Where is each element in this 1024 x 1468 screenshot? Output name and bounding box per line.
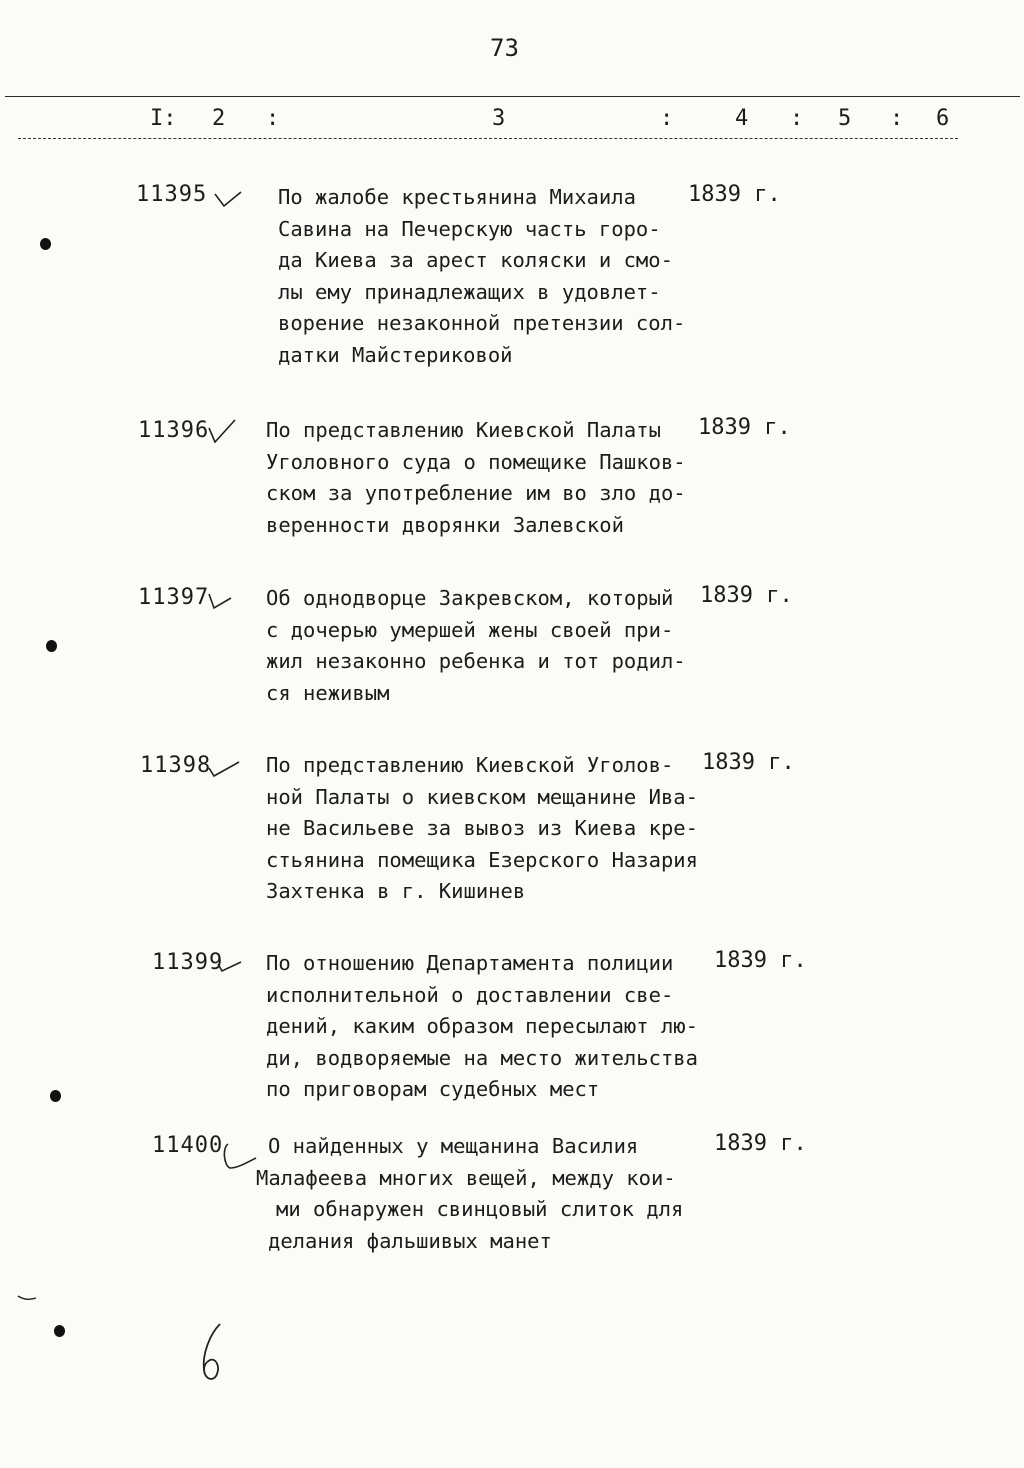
entry-text-line: По представлению Киевской Уголов- <box>266 753 674 777</box>
entry-description <box>256 1131 683 1257</box>
entry-text-line: Захтенка в г. Кишинев <box>266 879 526 903</box>
column-header-5: 5 <box>838 106 852 131</box>
entry-number: 11396 <box>138 418 210 443</box>
entry-year: 1839 г. <box>688 182 781 207</box>
entry-text-line: исполнительной о доставлении све- <box>266 982 674 1007</box>
entry-description <box>266 948 698 1106</box>
entry-number: 11398 <box>140 753 212 778</box>
column-header-4: 4 <box>735 106 749 131</box>
check-mark-icon <box>205 418 237 446</box>
column-separator: : <box>266 106 280 131</box>
entry-text-line: датки Майстериковой <box>278 342 513 367</box>
page-number: 73 <box>490 34 519 62</box>
entry-text-line: По жалобе крестьянина Михаила <box>278 185 636 209</box>
entry-year: 1839 г. <box>714 1131 807 1156</box>
entry-year: 1839 г. <box>700 583 793 608</box>
entry-number: 11400 <box>152 1133 224 1158</box>
column-header-3: 3 <box>492 106 506 131</box>
entry-text-line: ворение незаконной претензии сол- <box>278 311 686 335</box>
header-top-rule <box>5 96 1020 97</box>
entry-text-line: Уголовного суда о помещике Пашков- <box>266 449 686 474</box>
entry-text-line: Савина на Печерскую часть горо- <box>278 216 661 241</box>
column-separator: : <box>890 106 904 131</box>
column-header-6: 6 <box>936 106 950 131</box>
entry-text-line: ском за употребление им во зло до- <box>266 481 686 505</box>
entry-text-line: ся неживым <box>266 680 390 705</box>
entry-text-line: ной Палаты о киевском мещанине Ива- <box>266 784 698 809</box>
entry-description <box>266 750 698 908</box>
entry-text-line: По представлению Киевской Палаты <box>266 418 661 442</box>
column-header-2: 2 <box>212 106 226 131</box>
check-mark-icon <box>206 590 234 612</box>
binding-hole <box>46 640 57 652</box>
check-mark-icon <box>206 758 242 780</box>
entry-text-line: ми обнаружен свинцовый слиток для <box>276 1197 684 1221</box>
entry-description <box>266 583 686 709</box>
margin-pencil-mark <box>16 1290 38 1304</box>
entry-text-line: жил незаконно ребенка и тот родил- <box>266 649 686 673</box>
entry-text-line: лы ему принадлежащих в удовлет- <box>278 279 661 304</box>
entry-number: 11397 <box>138 585 210 610</box>
column-header-1: I: <box>150 106 177 131</box>
column-separator: : <box>660 106 674 131</box>
entry-text-line: по приговорам судебных мест <box>266 1077 600 1101</box>
entry-text-line: с дочерью умершей жены своей при- <box>266 617 674 642</box>
handwritten-sheet-number <box>198 1320 228 1384</box>
entry-year: 1839 г. <box>702 750 795 775</box>
binding-hole <box>54 1325 65 1337</box>
check-mark-icon <box>213 190 245 210</box>
entry-description <box>278 182 685 371</box>
entry-year: 1839 г. <box>714 948 807 973</box>
entry-text-line: Малафеева многих вещей, между кои- <box>256 1165 676 1190</box>
check-mark-icon <box>220 1140 260 1176</box>
entry-year: 1839 г. <box>698 415 791 440</box>
entry-text-line: ди, водворяемые на место жительства <box>266 1045 698 1070</box>
entry-text-line: да Киева за арест коляски и смо- <box>278 248 673 272</box>
entry-number: 11395 <box>136 182 208 207</box>
check-mark-icon <box>216 956 244 976</box>
entry-text-line: не Васильеве за вывоз из Киева кре- <box>266 816 698 840</box>
entry-text-line: делания фальшивых манет <box>268 1228 552 1253</box>
entry-text-line: Об однодворце Закревском, который <box>266 586 674 610</box>
entry-number: 11399 <box>152 950 224 975</box>
binding-hole <box>40 238 51 250</box>
entry-text-line: дений, каким образом пересылают лю- <box>266 1014 698 1038</box>
header-bottom-rule <box>18 138 958 139</box>
binding-hole <box>50 1090 61 1102</box>
entry-description <box>266 415 686 541</box>
entry-text-line: стьянина помещика Езерского Назария <box>266 847 698 872</box>
column-separator: : <box>790 106 804 131</box>
entry-text-line: О найденных у мещанина Василия <box>268 1134 639 1158</box>
entry-text-line: веренности дворянки Залевской <box>266 512 624 537</box>
entry-text-line: По отношению Департамента полиции <box>266 951 674 975</box>
